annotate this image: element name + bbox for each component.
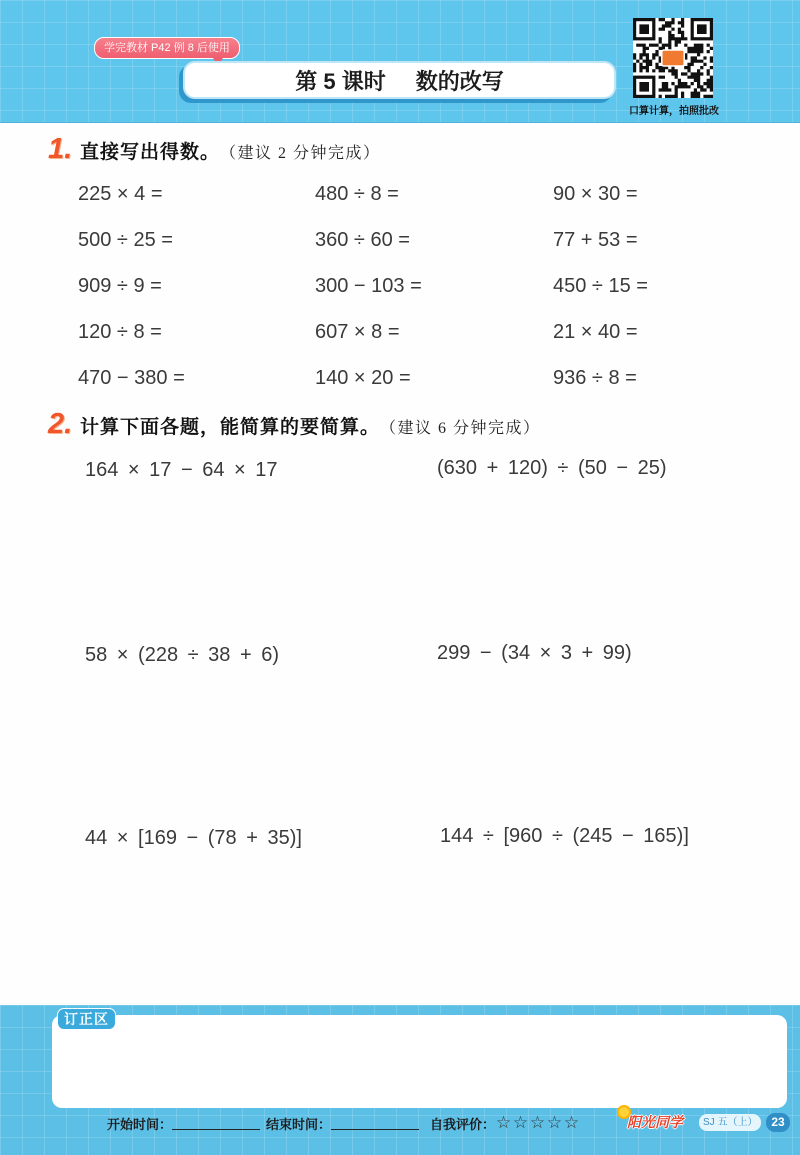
qr-finder-bottom-left	[633, 76, 655, 98]
self-rating-stars	[495, 1113, 580, 1133]
oral-problem: 450 ÷ 15 =	[553, 275, 648, 297]
end-time-label: 结束时间：	[266, 1116, 332, 1132]
lesson-title-box	[183, 61, 616, 99]
lesson-number: 第 5 课时	[295, 68, 386, 94]
start-time-blank[interactable]	[172, 1117, 260, 1130]
end-time-blank[interactable]	[331, 1117, 419, 1130]
oral-problem: 300 − 103 =	[315, 275, 422, 297]
oral-problem: 21 × 40 =	[553, 321, 638, 343]
usage-tag-text: 学完教材 P42 例 8 后使用	[104, 42, 230, 54]
section-2-number: 2.	[48, 408, 73, 440]
oral-problem: 225 × 4 =	[78, 183, 163, 205]
oral-problem: 909 ÷ 9 =	[78, 275, 162, 297]
page-number: 23	[766, 1113, 790, 1132]
calculation-problem: 58 × (228 ÷ 38 + 6)	[85, 644, 279, 666]
oral-problem: 607 × 8 =	[315, 321, 400, 343]
section-1-hint: （建议 2 分钟完成）	[220, 145, 381, 162]
oral-arithmetic-grid	[78, 171, 723, 401]
correction-area-label: 订正区	[58, 1009, 115, 1029]
section-2-hint: （建议 6 分钟完成）	[380, 420, 541, 437]
oral-problem: 90 × 30 =	[553, 183, 638, 205]
start-time-label: 开始时间：	[107, 1116, 173, 1132]
qr-code	[633, 18, 713, 98]
qr-finder-top-right	[691, 18, 713, 40]
qr-caption: 口算计算，拍照批改	[629, 106, 719, 117]
section-2-title: 计算下面各题，能简算的要简算。	[80, 417, 381, 438]
oral-problem: 120 ÷ 8 =	[78, 321, 162, 343]
oral-problem: 77 + 53 =	[553, 229, 638, 251]
star-icon[interactable]: ☆	[512, 1113, 529, 1132]
qr-logo	[662, 50, 684, 66]
oral-problem: 480 ÷ 8 =	[315, 183, 399, 205]
section-2-heading	[48, 408, 541, 441]
oral-problem: 140 × 20 =	[315, 367, 411, 389]
oral-problem: 470 − 380 =	[78, 367, 185, 389]
brand-logo: 阳光同学	[627, 1114, 683, 1130]
oral-problem: 360 ÷ 60 =	[315, 229, 410, 251]
calculation-problem: 164 × 17 − 64 × 17	[85, 459, 278, 481]
timing-and-rating-row	[107, 1113, 580, 1133]
correction-area[interactable]	[52, 1015, 787, 1108]
calculation-problem: 44 × [169 − (78 + 35)]	[85, 827, 302, 849]
qr-finder-top-left	[633, 18, 655, 40]
star-icon[interactable]: ☆	[529, 1113, 546, 1132]
calculation-problem: (630 + 120) ÷ (50 − 25)	[437, 457, 667, 479]
usage-tag	[94, 37, 240, 59]
qr-code-graphic	[633, 18, 713, 98]
edition-badge: SJ 五（上）	[699, 1114, 761, 1131]
lesson-topic: 数的改写	[415, 68, 504, 94]
star-icon[interactable]: ☆	[546, 1113, 563, 1132]
oral-problem: 500 ÷ 25 =	[78, 229, 173, 251]
self-rating-label: 自我评价：	[430, 1116, 496, 1132]
oral-problem: 936 ÷ 8 =	[553, 367, 637, 389]
section-1-number: 1.	[48, 133, 73, 165]
star-icon[interactable]: ☆	[563, 1113, 580, 1132]
calculation-problem: 144 ÷ [960 ÷ (245 − 165)]	[440, 825, 689, 847]
section-1-title: 直接写出得数。	[80, 142, 221, 163]
section-1-heading	[48, 133, 381, 166]
star-icon[interactable]: ☆	[495, 1113, 512, 1132]
calculation-problem: 299 − (34 × 3 + 99)	[437, 642, 632, 664]
